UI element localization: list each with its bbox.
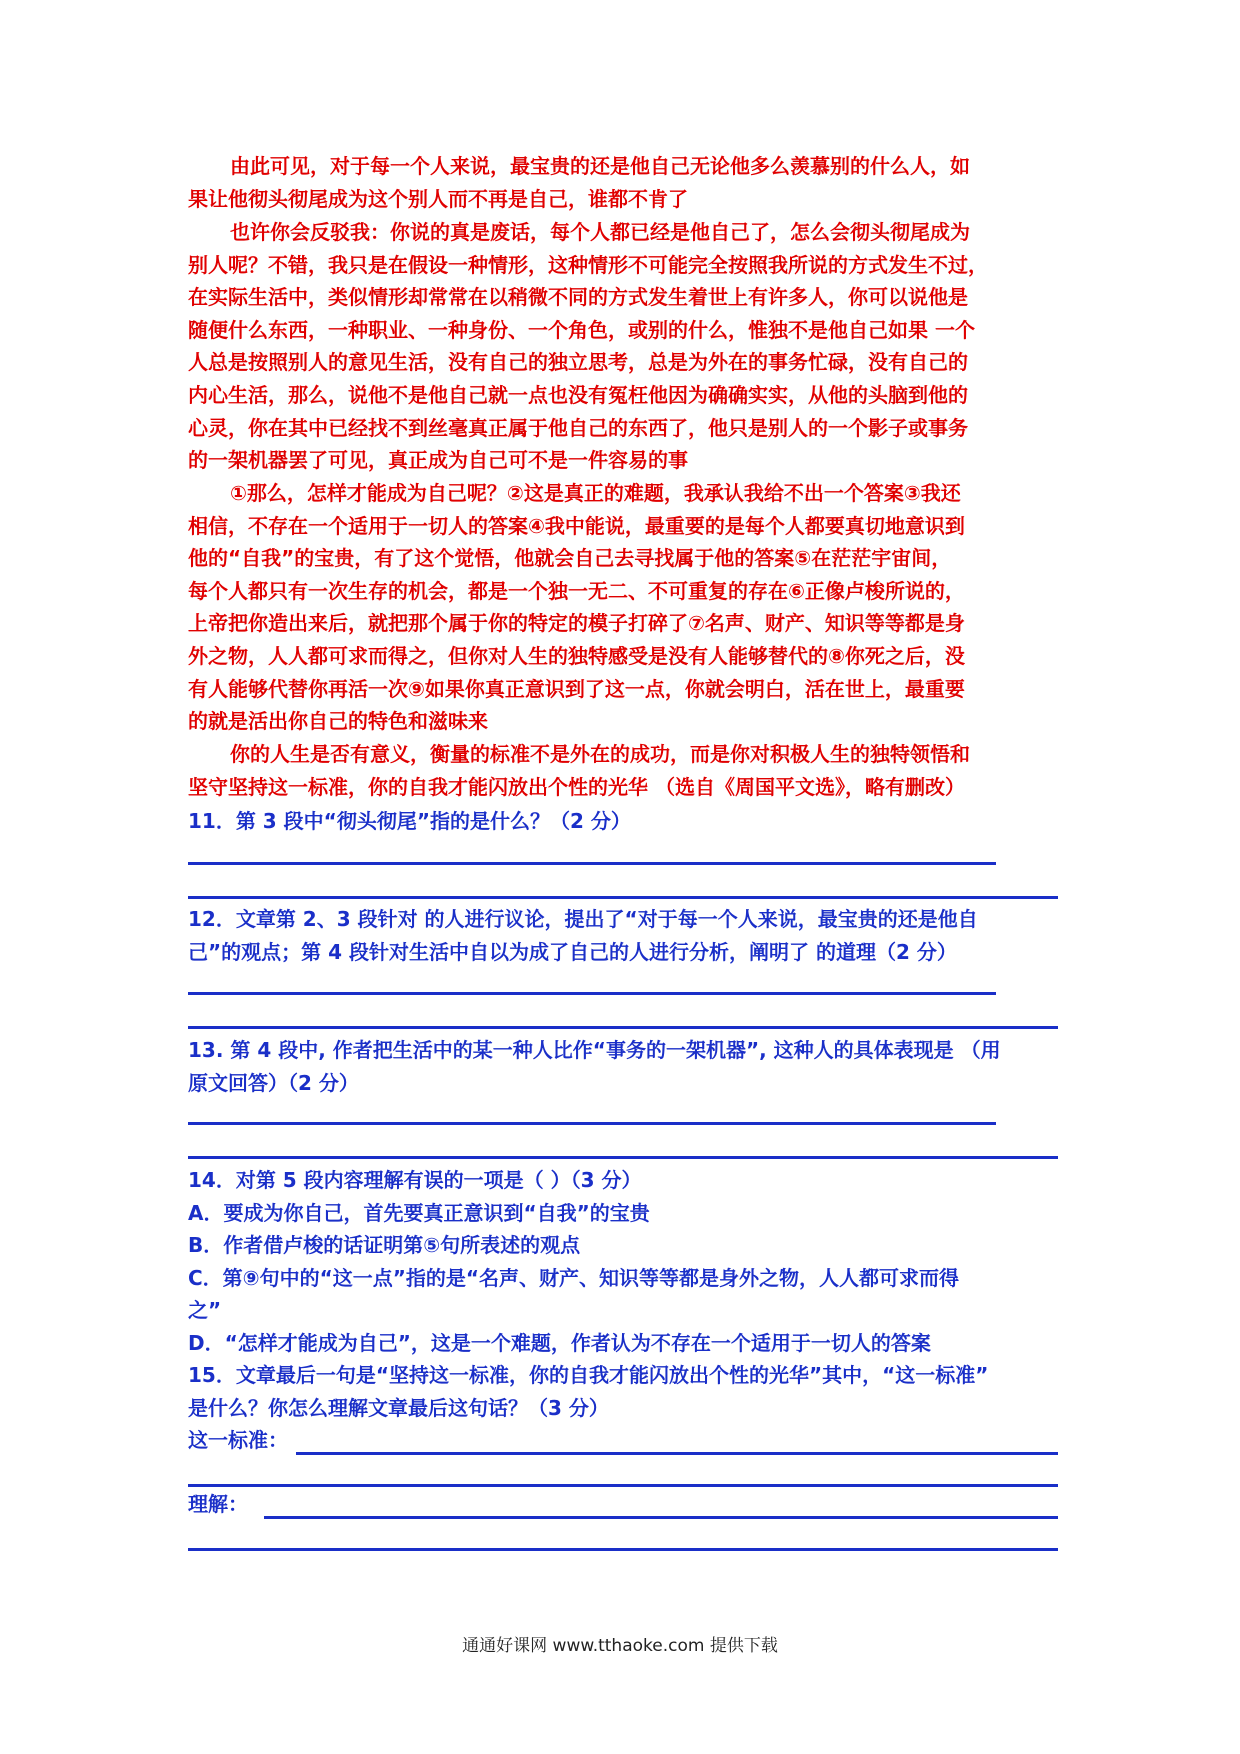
passage-line: 上帝把你造出来后，就把那个属于你的特定的模子打碎了⑦名声、财产、知识等等都是身 <box>188 611 965 636</box>
passage-line: 别人呢？不错，我只是在假设一种情形，这种情形不可能完全按照我所说的方式发生不过， <box>188 252 988 277</box>
choice-c[interactable]: C．第⑨句中的“这一点”指的是“名声、财产、知识等等都是身外之物，人人都可求而得 <box>188 1265 960 1290</box>
passage-line: 人总是按照别人的意见生活，没有自己的独立思考，总是为外在的事务忙碌，没有自己的 <box>188 350 968 375</box>
question-text: 己”的观点；第 4 段针对生活中自以为成了自己的人进行分析，阐明了 的道理（2 分） <box>188 939 957 964</box>
answer-line[interactable] <box>188 1484 1058 1487</box>
question-text: 13. 第 4 段中, 作者把生活中的某一种人比作“事务的一架机器”, 这种人的具体表现是 （用 <box>188 1038 1001 1062</box>
passage-line: 的一架机器罢了可见，真正成为自己可不是一件容易的事 <box>188 448 688 473</box>
passage-line: 他的“自我”的宝贵，有了这个觉悟，他就会自己去寻找属于他的答案⑤在茫茫宇宙间， <box>188 546 952 571</box>
passage-line: 你的人生是否有意义，衡量的标准不是外在的成功，而是你对积极人生的独特领悟和 <box>230 742 970 766</box>
answer-line[interactable] <box>264 1516 1058 1519</box>
label-standard: 这一标准： <box>188 1428 288 1452</box>
passage-line: 外之物，人人都可求而得之，但你对人生的独特感受是没有人能够替代的⑧你死之后，没 <box>188 643 965 668</box>
passage-line: 果让他彻头彻尾成为这个别人而不再是自己，谁都不肯了 <box>188 186 688 211</box>
question-text: 11．第 3 段中“彻头彻尾”指的是什么？（2 分） <box>188 809 631 833</box>
passage-line: 内心生活，那么，说他不是他自己就一点也没有冤枉他因为确确实实，从他的头脑到他的 <box>188 382 968 407</box>
choice-c-continued: 之” <box>188 1298 222 1322</box>
passage-line: ①那么，怎样才能成为自己呢？②这是真正的难题，我承认我给不出一个答案③我还 <box>230 481 961 505</box>
label-understanding: 理解： <box>188 1492 248 1516</box>
footer-source: 通通好课网 www.tthaoke.com 提供下载 <box>462 1636 778 1656</box>
answer-line[interactable] <box>188 1548 1058 1551</box>
passage-line: 相信，不存在一个适用于一切人的答案④我中能说，最重要的是每个人都要真切地意识到 <box>188 513 965 538</box>
question-text: 原文回答）（2 分） <box>188 1070 359 1095</box>
passage-line: 每个人都只有一次生存的机会，都是一个独一无二、不可重复的存在⑥正像卢梭所说的， <box>188 578 965 603</box>
passage-line: 在实际生活中，类似情形却常常在以稍微不同的方式发生着世上有许多人，你可以说他是 <box>188 285 968 310</box>
passage-paragraph-1 <box>188 150 1058 215</box>
answer-line[interactable] <box>188 992 996 995</box>
passage-line: 也许你会反驳我：你说的真是废话，每个人都已经是他自己了，怎么会彻头彻尾成为 <box>230 220 970 244</box>
question-text: 15．文章最后一句是“坚持这一标准，你的自我才能闪放出个性的光华”其中，“这一标准” <box>188 1363 989 1387</box>
question-15 <box>188 1359 1058 1424</box>
question-11 <box>188 805 1058 838</box>
question-text: 是什么？你怎么理解文章最后这句话？（3 分） <box>188 1395 609 1420</box>
answer-line[interactable] <box>188 1026 1058 1029</box>
answer-line[interactable] <box>188 862 996 865</box>
passage-paragraph-4 <box>188 738 1058 803</box>
passage-line: 有人能够代替你再活一次⑨如果你真正意识到了这一点，你就会明白，活在世上，最重要 <box>188 676 965 701</box>
passage-line: 的就是活出你自己的特色和滋味来 <box>188 709 488 734</box>
question-14 <box>188 1164 1058 1359</box>
question-text: 14．对第 5 段内容理解有误的一项是（ ）（3 分） <box>188 1168 642 1192</box>
passage-line: 坚守坚持这一标准，你的自我才能闪放出个性的光华 （选自《周国平文选》，略有删改） <box>188 774 965 799</box>
answer-line[interactable] <box>188 896 1058 899</box>
answer-line[interactable] <box>188 1122 996 1125</box>
question-13 <box>188 1034 1058 1099</box>
passage-paragraph-2 <box>188 216 1058 477</box>
passage-paragraph-3 <box>188 477 1058 738</box>
passage-line: 心灵，你在其中已经找不到丝毫真正属于他自己的东西了，他只是别人的一个影子或事务 <box>188 415 968 440</box>
choice-d[interactable]: D．“怎样才能成为自己”，这是一个难题，作者认为不存在一个适用于一切人的答案 <box>188 1330 931 1355</box>
question-text: 12．文章第 2、3 段针对 的人进行议论，提出了“对于每一个人来说，最宝贵的还是他自 <box>188 907 978 931</box>
passage-line: 随便什么东西，一种职业、一种身份、一个角色，或别的什么，惟独不是他自己如果 一个 <box>188 317 975 342</box>
choice-b[interactable]: B．作者借卢梭的话证明第⑤句所表述的观点 <box>188 1233 581 1257</box>
answer-line[interactable] <box>296 1452 1058 1455</box>
answer-line[interactable] <box>188 1156 1058 1159</box>
choice-a[interactable]: A．要成为你自己，首先要真正意识到“自我”的宝贵 <box>188 1200 650 1225</box>
question-12 <box>188 903 1058 968</box>
passage-line: 由此可见，对于每一个人来说，最宝贵的还是他自己无论他多么羡慕别的什么人，如 <box>230 154 970 178</box>
